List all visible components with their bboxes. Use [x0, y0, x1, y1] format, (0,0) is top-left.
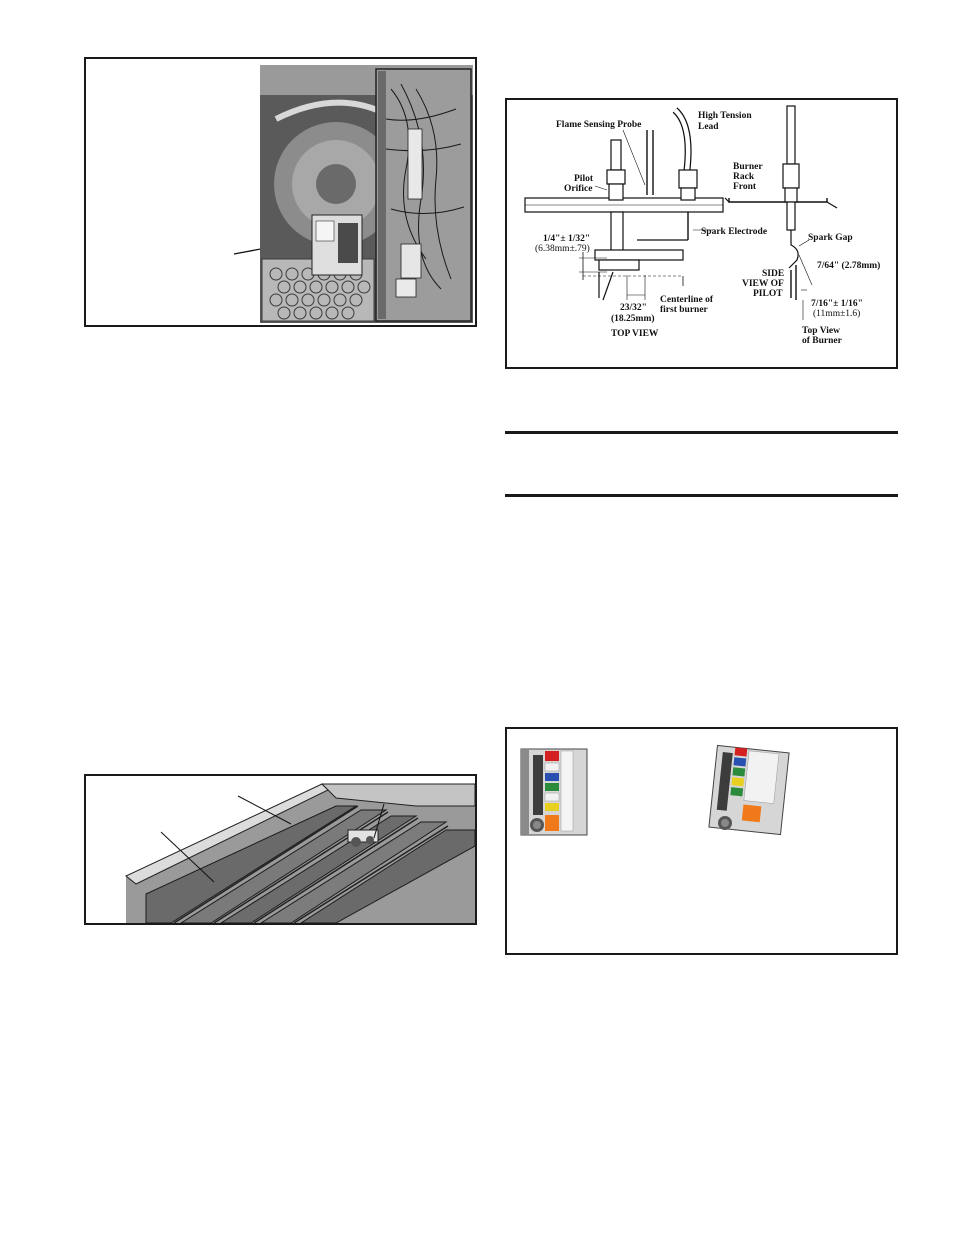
label-quarter-inch: 1/4"± 1/32" — [543, 234, 591, 244]
label-7-64: 7/64" (2.78mm) — [817, 261, 881, 271]
ignition-module-1 — [521, 749, 587, 835]
label-side: SIDE — [762, 269, 785, 279]
label-view-of: VIEW OF — [742, 279, 784, 289]
label-7-16: 7/16"± 1/16" — [811, 299, 863, 309]
label-top-view-burner: Top View — [802, 326, 840, 336]
ignition-module-photo — [507, 729, 896, 953]
section-rule-top — [505, 431, 898, 434]
label-first-burner: first burner — [660, 305, 708, 315]
burner-rack-figure — [84, 774, 477, 925]
label-centerline: Centerline of — [660, 295, 714, 305]
label-of-burner: of Burner — [802, 336, 842, 346]
label-pilot-side: PILOT — [753, 289, 783, 299]
pilot-diagram-figure — [505, 98, 898, 369]
label-7-16-mm: (11mm±1.6) — [813, 309, 861, 319]
furnace-photo — [86, 59, 475, 325]
label-flame-sensing-probe: Flame Sensing Probe — [556, 120, 642, 130]
label-spark-electrode: Spark Electrode — [701, 227, 768, 237]
label-orifice: Orifice — [564, 184, 593, 194]
label-23-32-mm: (18.25mm) — [611, 314, 655, 324]
label-spark-gap: Spark Gap — [808, 233, 853, 243]
label-23-32: 23/32" — [620, 303, 647, 313]
pilot-diagram — [507, 100, 896, 367]
section-rule-bottom — [505, 494, 898, 497]
ignition-modules-figure — [505, 727, 898, 955]
label-front: Front — [733, 182, 757, 192]
ignition-module-2 — [709, 745, 789, 834]
label-burner: Burner — [733, 162, 763, 172]
label-pilot: Pilot — [574, 174, 593, 184]
label-rack: Rack — [733, 172, 755, 182]
label-high-tension-lead: Lead — [698, 122, 719, 132]
furnace-photo-figure — [84, 57, 477, 327]
label-high-tension: High Tension — [698, 111, 752, 121]
label-quarter-inch-mm: (6.38mm±.79) — [535, 244, 590, 254]
burner-rack-photo — [86, 776, 475, 923]
label-top-view: TOP VIEW — [611, 329, 659, 339]
